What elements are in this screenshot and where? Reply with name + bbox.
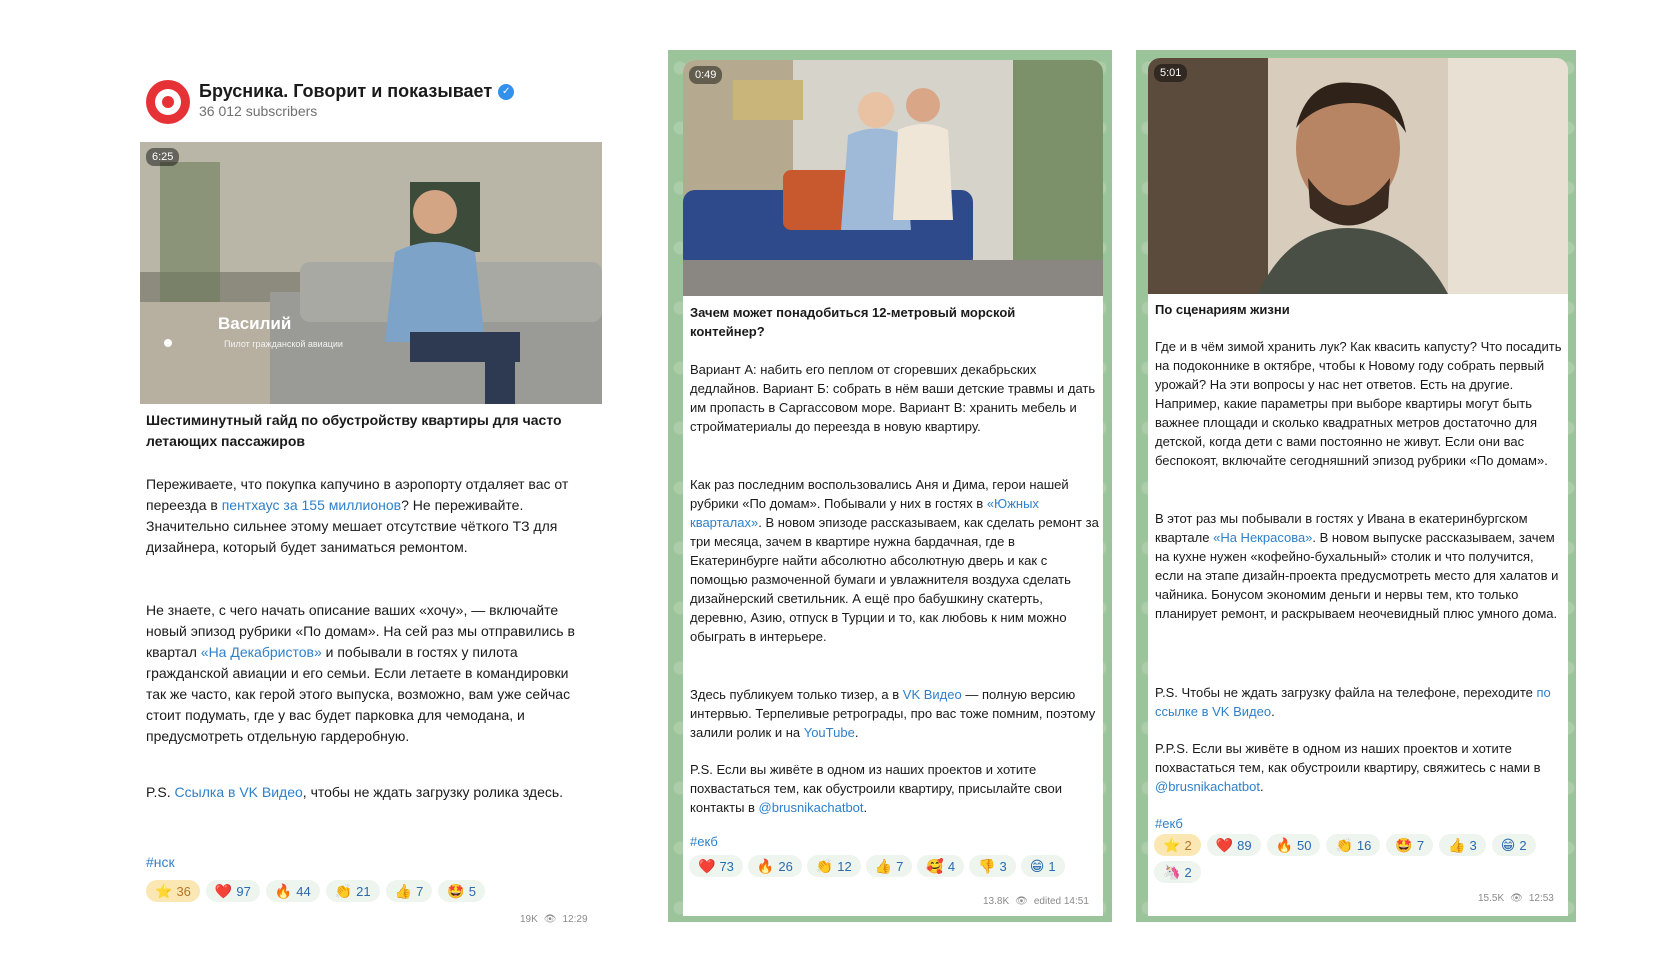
channel-title-text: Брусника. Говорит и показывает <box>199 81 493 101</box>
grin-icon: 😁 <box>1500 837 1516 853</box>
post-meta <box>1478 893 1554 904</box>
text-segment: . <box>854 725 859 740</box>
fire-icon: 🔥 <box>756 858 775 874</box>
text-segment: P.S. Чтобы не ждать загрузку файла на телефоне, переходите <box>1155 685 1537 700</box>
video-duration: 0:49 <box>689 66 722 84</box>
post-paragraph-1: Где и в чём зимой хранить лук? Как квасить капусту? Что посадить на подоконнике в октябре, чтобы к Новому году собрать первый урожай? На эти вопросы у нас нет ответов. Есть на другие. Например, какие параметры при выборе квартиры могут быть важнее площади и сколько квадратных метров достаточно для детской, когда дети с вами постоянно не живут. Если они вас беспокоят, включайте сегодняшний эпизод рубрики «По домам». <box>1155 339 1562 468</box>
post-time: 12:53 <box>1528 893 1554 904</box>
post-paragraph-4 <box>690 760 1100 817</box>
star-icon: ⭐ <box>155 883 173 899</box>
heart-icon: ❤️ <box>698 858 716 874</box>
text-segment: , чтобы не ждать загрузку ролика здесь. <box>302 784 564 800</box>
reaction-fire[interactable] <box>1267 834 1321 856</box>
clap-icon: 👏 <box>815 858 834 874</box>
reaction-thumbs-down[interactable] <box>969 855 1016 877</box>
hashtag[interactable]: #екб <box>690 834 718 849</box>
eye-icon: 👁 <box>1015 896 1028 907</box>
reaction-count: 1 <box>1048 858 1056 874</box>
reaction-grin[interactable] <box>1492 834 1536 856</box>
post-card-2 <box>683 60 1103 916</box>
post-title: Шестиминутный гайд по обустройству квартиры для часто летающих пассажиров <box>146 412 562 449</box>
reaction-star[interactable] <box>146 880 200 902</box>
post-card-3 <box>1148 58 1568 916</box>
nekrasova-link[interactable]: «На Некрасова» <box>1213 530 1313 545</box>
post-paragraph-2 <box>146 600 592 747</box>
thumbs-up-icon: 👍 <box>1448 837 1466 853</box>
reaction-fire[interactable] <box>266 880 320 902</box>
reaction-clap[interactable] <box>1326 834 1380 856</box>
video-duration: 5:01 <box>1154 64 1187 82</box>
chatbot-link[interactable]: @brusnikachatbot <box>1155 779 1260 794</box>
vk-video-link[interactable]: по ссылке в VK Видео <box>1155 685 1551 719</box>
reaction-count: 12 <box>837 858 852 874</box>
thumbs-up-icon: 👍 <box>874 858 893 874</box>
reaction-count: 97 <box>236 883 251 899</box>
reaction-fire[interactable] <box>748 855 802 877</box>
brusnika-logo[interactable] <box>146 80 190 124</box>
reaction-clap[interactable] <box>326 880 380 902</box>
channel-title[interactable] <box>199 80 514 102</box>
view-count: 15.5K <box>1478 893 1505 904</box>
reactions-bar <box>146 880 596 902</box>
eye-icon: 👁 <box>1510 893 1523 904</box>
unicorn-icon: 🦄 <box>1163 864 1181 880</box>
post-paragraph-1 <box>146 474 592 558</box>
post-title: Зачем может понадобиться 12-метровый морской контейнер? <box>690 305 1016 339</box>
thumbs-down-icon: 👎 <box>978 858 996 874</box>
heart-icon: ❤️ <box>1215 837 1234 853</box>
reaction-star-struck[interactable] <box>438 880 485 902</box>
text-segment: . В новом эпизоде рассказываем, как сделать ремонт за три месяца, зачем в квартире нужна бардачная, где в Екатеринбурге найти абсолютно абсолютную дверь и как с помощью размоченной бумаги и увлажнителя воздуха сделать дизайнерский светильник. А ещё про бабушкину скатерть, деревню, Азию, отпуск в Турции и то, как любовь к ним можно обыграть в интерьере. <box>690 515 1099 644</box>
reaction-thumbs-up[interactable] <box>866 855 913 877</box>
star-struck-icon: 🤩 <box>1395 837 1413 853</box>
reaction-count: 4 <box>947 858 956 874</box>
reaction-smiling-hearts[interactable] <box>917 855 964 877</box>
reaction-count: 89 <box>1237 837 1252 853</box>
penthouse-link[interactable]: пентхаус за 155 миллионов <box>221 497 402 513</box>
text-segment: и побывали в гостях у пилота гражданской авиации и его семьи. Если летаете в командировки так же часто, как герой этого выпуска, возможно, вам уже сейчас стоит подумать, где у вас будет парковка для чемодана, и предусмотреть отдельную гардеробную. <box>146 644 571 744</box>
reaction-star-struck[interactable] <box>1386 834 1433 856</box>
post-paragraph-3 <box>690 685 1100 742</box>
reaction-count: 7 <box>1416 837 1425 853</box>
reaction-count: 3 <box>999 858 1007 874</box>
text-segment: P.S. <box>146 784 175 800</box>
reaction-count: 21 <box>356 883 371 899</box>
reaction-count: 44 <box>296 883 311 899</box>
overlay-role: Пилот гражданской авиации <box>224 339 343 349</box>
reactions-bar <box>1154 834 1564 883</box>
reaction-count: 7 <box>416 883 424 899</box>
video-thumbnail[interactable] <box>140 142 602 404</box>
text-segment: . <box>1259 779 1264 794</box>
play-dot-icon <box>164 339 172 347</box>
video-duration: 6:25 <box>146 148 179 166</box>
vk-video-link[interactable]: Ссылка в VK Видео <box>174 784 303 800</box>
post-paragraph-1: Вариант А: набить его пеплом от сгоревших декабрьских дедлайнов. Вариант Б: собрать в нём ваши детские травмы и дать им пропасть в Саргассовом море. Вариант В: хранить мебель и стройматериалы до переезда в новую квартиру. <box>690 362 1096 434</box>
reaction-heart[interactable] <box>689 855 743 877</box>
chatbot-link[interactable]: @brusnikachatbot <box>758 800 864 815</box>
post-paragraph-3 <box>146 782 592 803</box>
post-title: По сценариям жизни <box>1155 302 1290 317</box>
reaction-clap[interactable] <box>807 855 861 877</box>
overlay-name: Василий <box>218 314 292 333</box>
view-count: 13.8K <box>983 896 1010 907</box>
thumbs-up-icon: 👍 <box>394 883 413 899</box>
hashtag[interactable]: #екб <box>1155 816 1183 831</box>
video-frame-illustration <box>683 60 1103 296</box>
text-segment: . <box>1271 704 1275 719</box>
reaction-star[interactable] <box>1154 834 1201 856</box>
reaction-heart[interactable] <box>1207 834 1261 856</box>
smiling-hearts-icon: 🥰 <box>926 858 944 874</box>
text-segment: . <box>863 800 868 815</box>
star-icon: ⭐ <box>1163 837 1181 853</box>
star-struck-icon: 🤩 <box>447 883 465 899</box>
heart-icon: ❤️ <box>214 883 233 899</box>
reaction-count: 16 <box>1356 837 1372 853</box>
text-segment: P.P.S. Если вы живёте в одном из наших проектов и хотите похвастаться тем, как обустроили квартиру, свяжитесь с нами в <box>1155 741 1541 775</box>
clap-icon: 👏 <box>334 883 353 899</box>
post-time: edited 14:51 <box>1033 896 1089 907</box>
clap-icon: 👏 <box>1335 837 1353 853</box>
fire-icon: 🔥 <box>1275 837 1294 853</box>
dekabristov-link[interactable]: «На Декабристов» <box>200 644 322 660</box>
text-segment: ? Не переживайте. Значительно сильнее этому мешает отсутствие чёткого ТЗ для дизайнера, который будет заниматься ремонтом. <box>146 497 558 555</box>
text-segment: Не знаете, с чего начать описание ваших «хочу», — включайте новый эпизод рубрики «По домам». На сей раз мы отправились в квартал <box>146 602 575 660</box>
text-segment: P.S. Если вы живёте в одном из наших проектов и хотите похвастаться тем, как обустроили квартиру, присылайте свои контакты в <box>690 762 1063 815</box>
grin-icon: 😁 <box>1029 858 1045 874</box>
fire-icon: 🔥 <box>274 883 293 899</box>
text-segment: — полную версию интервью. Терпеливые ретрограды, про вас тоже помним, поэтому залили ролик и на <box>690 687 1096 740</box>
reaction-count: 2 <box>1184 864 1192 880</box>
reaction-count: 2 <box>1184 837 1192 853</box>
post-paragraph-2 <box>1155 509 1565 623</box>
reaction-count: 7 <box>896 858 904 874</box>
text-segment: Переживаете, что покупка капучино в аэропорту отдаляет вас от переезда в <box>146 476 569 513</box>
video-thumbnail[interactable] <box>1148 58 1568 294</box>
post-meta <box>520 914 588 925</box>
reaction-thumbs-up[interactable] <box>386 880 433 902</box>
reaction-count: 36 <box>176 883 191 899</box>
post-paragraph-4 <box>1155 739 1565 796</box>
subscriber-count: 36 012 subscribers <box>199 103 318 119</box>
reaction-count: 50 <box>1297 837 1312 853</box>
reaction-count: 2 <box>1519 837 1527 853</box>
video-thumbnail[interactable] <box>683 60 1103 296</box>
reaction-grin[interactable] <box>1021 855 1065 877</box>
view-count: 19K <box>520 914 538 925</box>
youtube-link[interactable]: YouTube <box>803 725 855 740</box>
post-time: 12:29 <box>562 914 588 925</box>
reaction-count: 73 <box>719 858 734 874</box>
post-card-1 <box>140 142 602 932</box>
yuzhnye-kvartaly-link[interactable]: «Южных кварталах» <box>690 496 1039 530</box>
post-paragraph-2 <box>690 475 1100 646</box>
reaction-heart[interactable] <box>206 880 260 902</box>
text-segment: В этот раз мы побывали в гостях у Ивана в екатеринбургском квартале <box>1155 511 1528 545</box>
text-segment: . В новом выпуске рассказываем, зачем на кухне нужен «кофейно-бухальный» столик и что получится, если на этапе дизайн-проекта предусмотреть место для халатов и чайника. Бонусом экономим деньги и нервы тем, кто только планирует ремонт, и раскрываем неочевидный плюс умного дома. <box>1155 530 1559 621</box>
post-meta <box>983 896 1089 907</box>
text-segment: Как раз последним воспользовались Аня и Дима, герои нашей рубрики «По домам». Побывали у них в гостях в <box>690 477 1069 511</box>
reaction-unicorn[interactable] <box>1154 861 1201 883</box>
hashtag[interactable]: #нск <box>146 854 175 870</box>
reaction-thumbs-up[interactable] <box>1439 834 1486 856</box>
verified-icon: ✓ <box>498 84 514 100</box>
eye-icon: 👁 <box>543 914 557 925</box>
post-paragraph-3 <box>1155 683 1565 721</box>
text-segment: Здесь публикуем только тизер, а в <box>690 687 903 702</box>
vk-video-link[interactable]: VK Видео <box>902 687 962 702</box>
video-frame-illustration <box>140 142 602 404</box>
reaction-count: 26 <box>778 858 793 874</box>
reactions-bar <box>689 855 1099 877</box>
reaction-count: 3 <box>1469 837 1477 853</box>
video-frame-illustration <box>1148 58 1568 294</box>
reaction-count: 5 <box>468 883 476 899</box>
